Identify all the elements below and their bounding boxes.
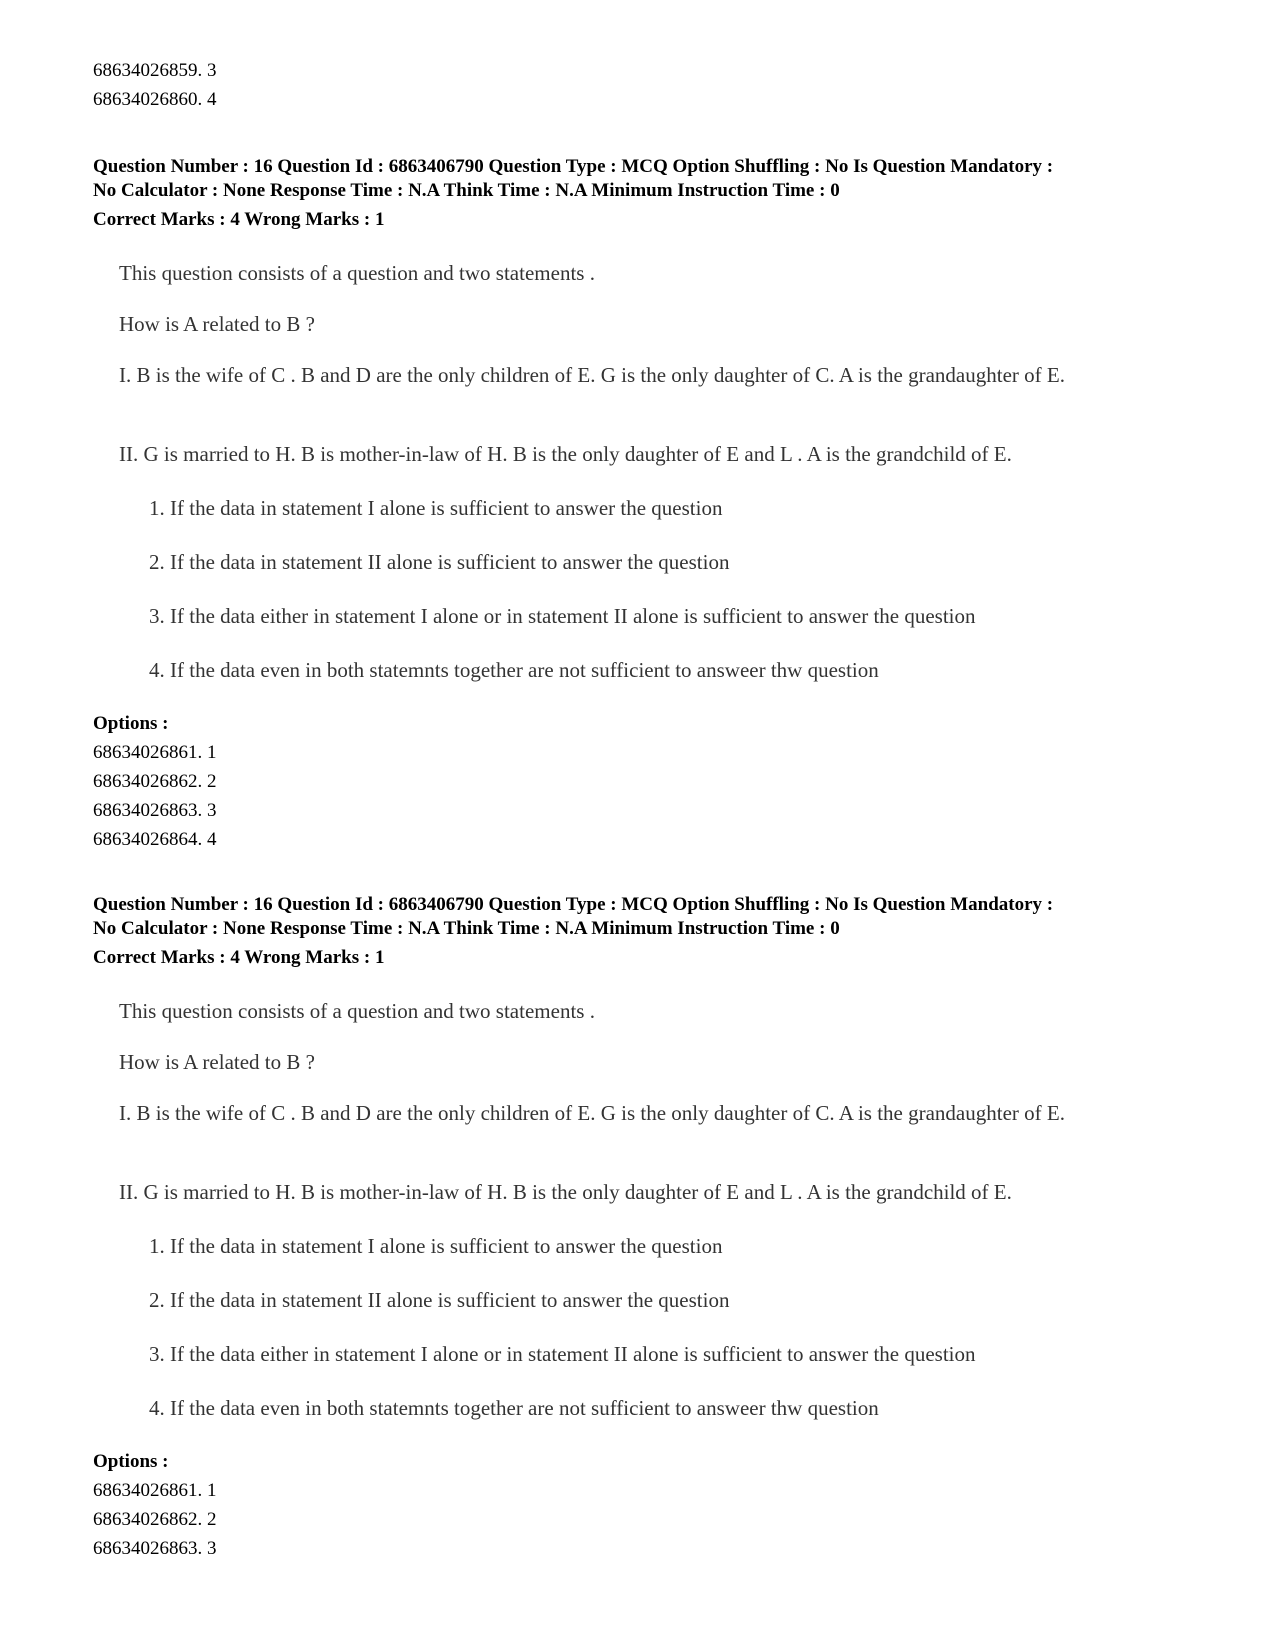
choice-item: 3. If the data either in statement I alone or in statement II alone is sufficient to answer the question [149, 604, 976, 628]
question-header-line1: Question Number : 16 Question Id : 6863406790 Question Type : MCQ Option Shuffling : No Is Question Mandatory : [93, 156, 1054, 177]
options-label: Options : [93, 1451, 169, 1472]
question-intro: This question consists of a question and two statements . [119, 999, 595, 1023]
question-header-line2: No Calculator : None Response Time : N.A Think Time : N.A Minimum Instruction Time : 0 [93, 180, 840, 201]
choice-item: 4. If the data even in both statemnts together are not sufficient to answeer thw question [149, 1396, 879, 1420]
option-line: 68634026859. 3 [93, 60, 217, 81]
choice-item: 2. If the data in statement II alone is sufficient to answer the question [149, 1288, 730, 1312]
option-line: 68634026861. 1 [93, 742, 217, 763]
option-line: 68634026863. 3 [93, 800, 217, 821]
choice-item: 1. If the data in statement I alone is sufficient to answer the question [149, 496, 723, 520]
marks-line: Correct Marks : 4 Wrong Marks : 1 [93, 209, 385, 230]
choice-item: 2. If the data in statement II alone is sufficient to answer the question [149, 550, 730, 574]
question-header-line1: Question Number : 16 Question Id : 6863406790 Question Type : MCQ Option Shuffling : No Is Question Mandatory : [93, 894, 1054, 915]
statement-1: I. B is the wife of C . B and D are the only children of E. G is the only daughter of C. A is the grandaughter of E. [119, 363, 1065, 387]
question-text: How is A related to B ? [119, 312, 315, 336]
statement-2: II. G is married to H. B is mother-in-law of H. B is the only daughter of E and L . A is the grandchild of E. [119, 1180, 1012, 1204]
choice-item: 1. If the data in statement I alone is sufficient to answer the question [149, 1234, 723, 1258]
option-line: 68634026864. 4 [93, 829, 217, 850]
question-intro: This question consists of a question and two statements . [119, 261, 595, 285]
option-line: 68634026862. 2 [93, 1509, 217, 1530]
option-line: 68634026862. 2 [93, 771, 217, 792]
question-header-line2: No Calculator : None Response Time : N.A Think Time : N.A Minimum Instruction Time : 0 [93, 918, 840, 939]
options-label: Options : [93, 713, 169, 734]
statement-2: II. G is married to H. B is mother-in-law of H. B is the only daughter of E and L . A is the grandchild of E. [119, 442, 1012, 466]
option-line: 68634026861. 1 [93, 1480, 217, 1501]
choice-item: 3. If the data either in statement I alone or in statement II alone is sufficient to answer the question [149, 1342, 976, 1366]
choice-item: 4. If the data even in both statemnts together are not sufficient to answeer thw question [149, 658, 879, 682]
question-text: How is A related to B ? [119, 1050, 315, 1074]
statement-1: I. B is the wife of C . B and D are the only children of E. G is the only daughter of C. A is the grandaughter of E. [119, 1101, 1065, 1125]
option-line: 68634026863. 3 [93, 1538, 217, 1559]
option-line: 68634026860. 4 [93, 89, 217, 110]
marks-line: Correct Marks : 4 Wrong Marks : 1 [93, 947, 385, 968]
